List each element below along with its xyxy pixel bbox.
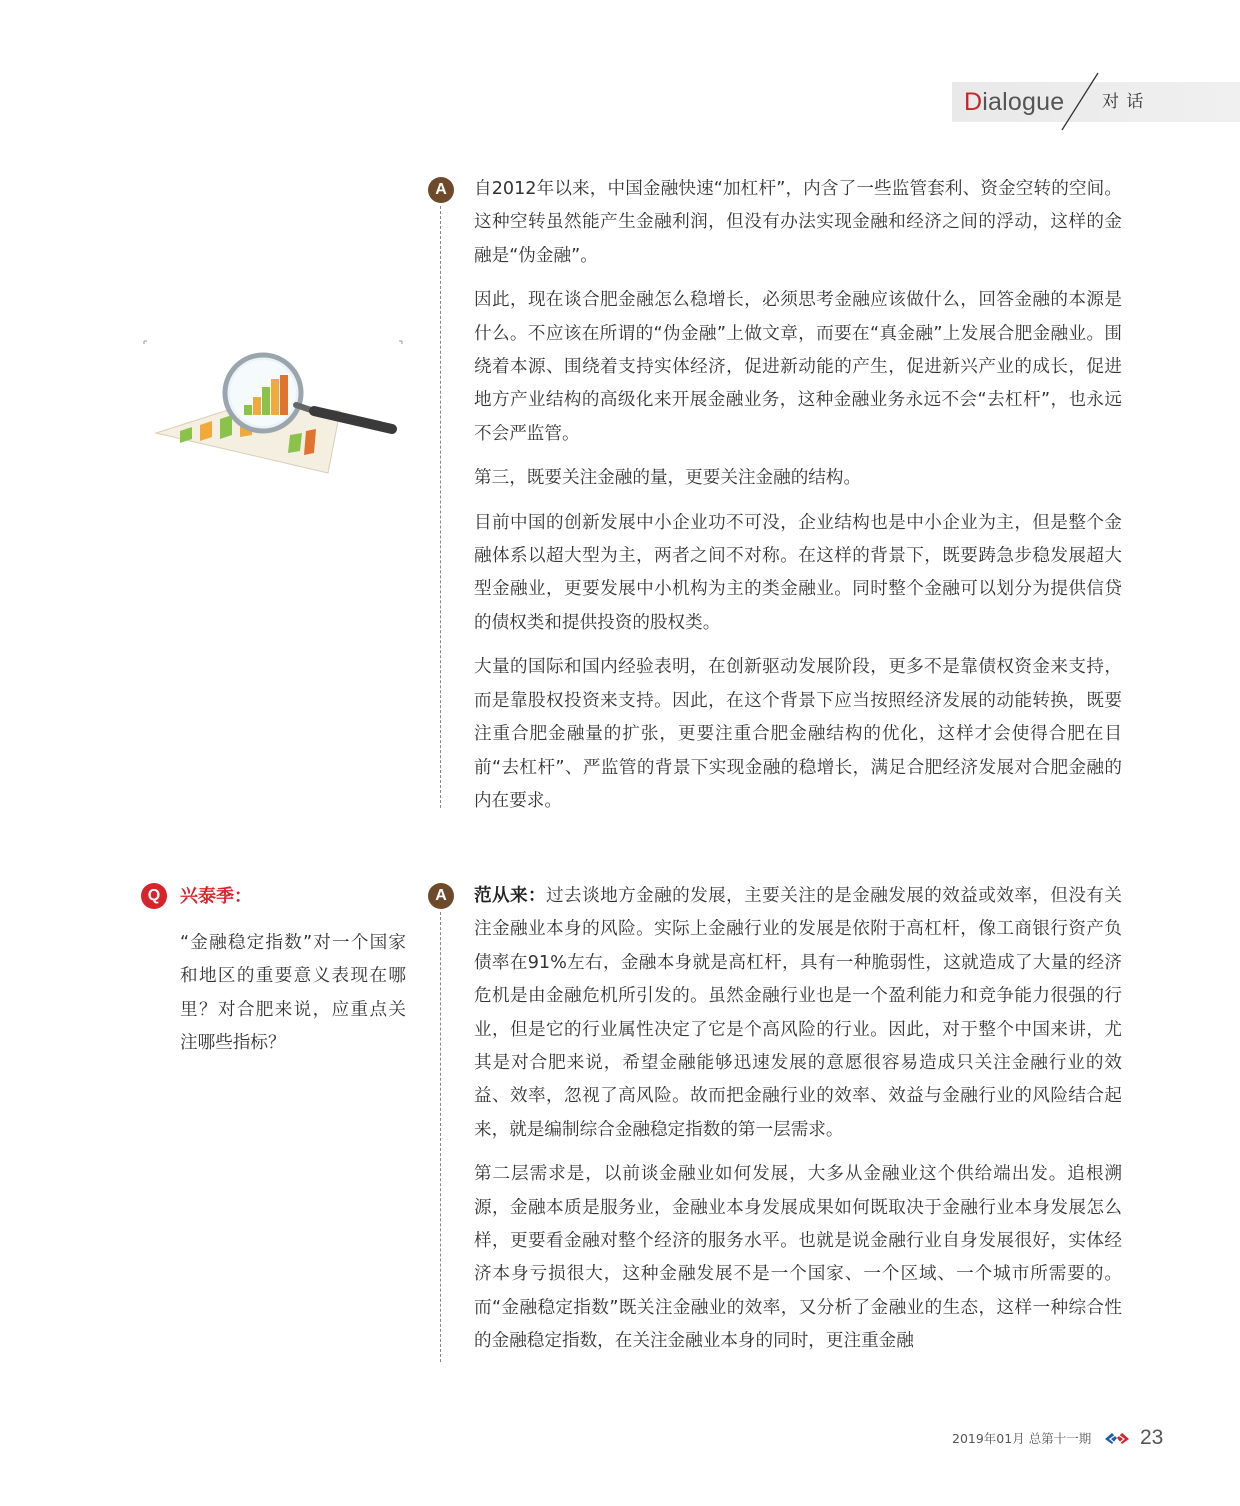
answer-badge: A (428, 883, 454, 909)
page-number: 23 (1140, 1426, 1164, 1449)
section-title-rest: ialogue (982, 88, 1065, 116)
answer-paragraph: 大量的国际和国内经验表明，在创新驱动发展阶段，更多不是靠债权资金来支持，而是靠股权投资来支持。因此，在这个背景下应当按照经济发展的动能转换，既要注重合肥金融量的扩张，更要注重合肥金融结构的优化，这样才会使得合肥在目前“去杠杆”、严监管的背景下实现金融的稳增长，满足合肥经济发展对合肥金融的内在要求。 (474, 657, 1122, 811)
answer-paragraph (474, 880, 1122, 1147)
issue-info: 2019年01月 总第十一期 (952, 1431, 1092, 1446)
question-text-block (180, 927, 406, 1061)
answer-dashed-line (440, 206, 441, 808)
section-title (964, 86, 1064, 118)
question-badge: Q (141, 883, 167, 909)
answer-paragraph: 自2012年以来，中国金融快速“加杠杆”，内含了一些监管套利、资金空转的空间。这种空转虽然能产生金融利润，但没有办法实现金融和经济之间的浮动，这样的金融是“伪金融”。 (474, 179, 1122, 266)
magazine-logo-icon (1103, 1430, 1131, 1448)
answer-paragraph: 第二层需求是，以前谈金融业如何发展，大多从金融业这个供给端出发。追根溯源，金融本质是服务业，金融业本身发展成果如何既取决于金融行业本身发展怎么样，更要看金融对整个经济的服务水平。也就是说金融行业自身发展很好，实体经济本身亏损很大，这种金融发展不是一个国家、一个区域、一个城市所需要的。而“金融稳定指数”既关注金融业的效率，又分析了金融业的生态，这样一种综合性的金融稳定指数，在关注金融业本身的同时，更注重金融 (474, 1164, 1122, 1352)
question-speaker: 兴泰季： (180, 886, 252, 907)
question-text: “金融稳定指数”对一个国家和地区的重要意义表现在哪里？对合肥来说，应重点关注哪些指标？ (180, 933, 406, 1054)
answer-paragraph: 第三，既要关注金融的量，更要关注金融的结构。 (474, 468, 862, 489)
magnifier-chart-illustration (140, 335, 410, 475)
answer-block-2 (474, 880, 1122, 1370)
answer-block-1 (474, 173, 1122, 829)
answer-speaker: 范从来： (474, 886, 547, 906)
answer-paragraph: 目前中国的创新发展中小企业功不可没，企业结构也是中小企业为主，但是整个金融体系以超大型为主，两者之间不对称。在这样的背景下，既要踌急步稳发展超大型金融业，更要发展中小机构为主的类金融业。同时整个金融可以划分为提供信贷的债权类和提供投资的股权类。 (474, 512, 1122, 633)
answer-paragraph-text: 过去谈地方金融的发展，主要关注的是金融发展的效益或效率，但没有关注金融业本身的风险。实际上金融行业的发展是依附于高杠杆，像工商银行资产负债率在91%左右，金融本身就是高杠杆，具有一种脆弱性，这就造成了大量的经济危机是由金融危机所引发的。虽然金融行业也是一个盈利能力和竞争能力很强的行业，但是它的行业属性决定了它是个高风险的行业。因此，对于整个中国来讲，尤其是对合肥来说，希望金融能够迅速发展的意愿很容易造成只关注金融行业的效益、效率，忽视了高风险。故而把金融行业的效率、效益与金融行业的风险结合起来，就是编制综合金融稳定指数的第一层需求。 (474, 886, 1122, 1140)
header-slash-divider (1058, 72, 1102, 132)
answer-badge: A (428, 177, 454, 203)
section-subtitle: 对 话 (1102, 92, 1145, 112)
answer-dashed-line (440, 912, 441, 1362)
answer-paragraph: 因此，现在谈合肥金融怎么稳增长，必须思考金融应该做什么，回答金融的本源是什么。不应该在所谓的“伪金融”上做文章，而要在“真金融”上发展合肥金融业。围绕着本源、围绕着支持实体经济，促进新动能的产生，促进新兴产业的成长，促进地方产业结构的高级化来开展金融业务，这种金融业务永远不会“去杠杆”，也永远不会严监管。 (474, 290, 1122, 444)
section-title-initial: D (964, 88, 983, 116)
